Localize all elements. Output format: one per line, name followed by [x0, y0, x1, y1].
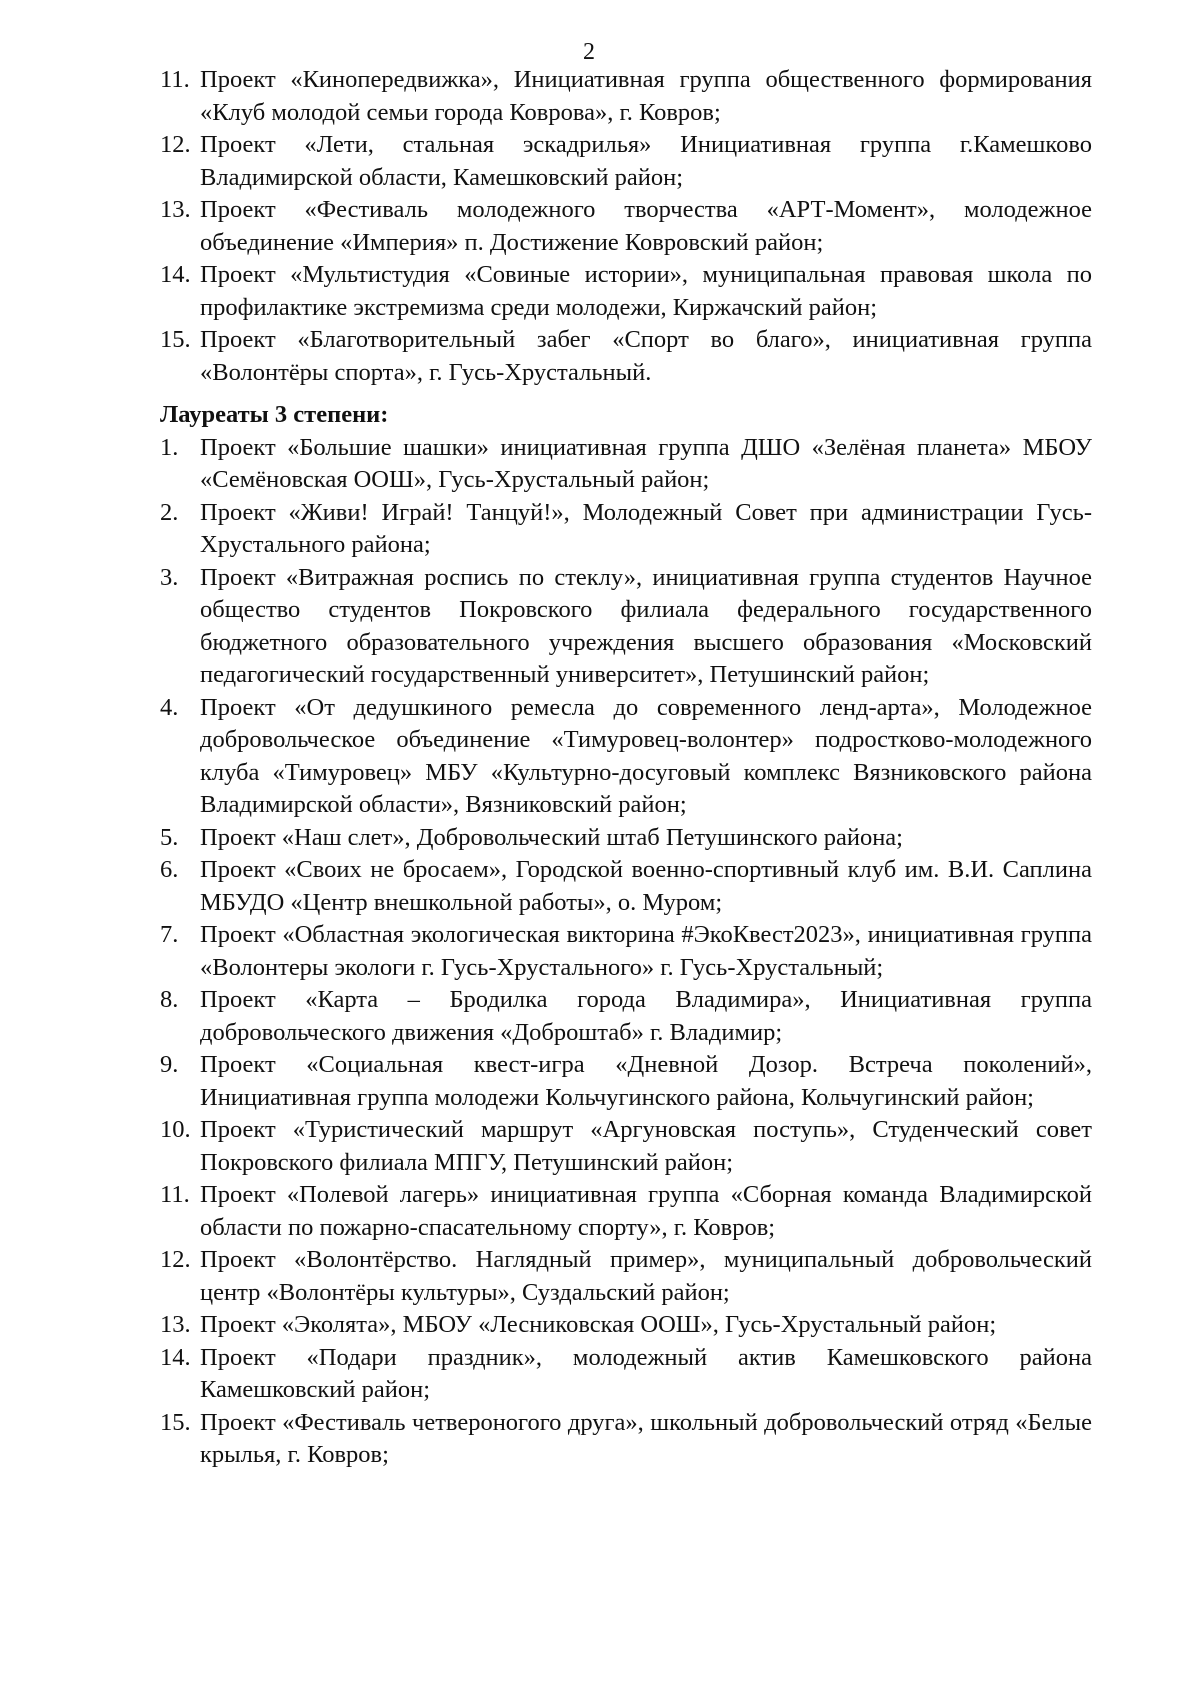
list-item-number: 10.	[160, 1116, 191, 1143]
list-item-text: Проект «Лети, стальная эскадрилья» Инициативная группа г.Камешково Владимирской области, Камешковский район;	[200, 131, 1092, 191]
laureates-section	[160, 399, 1092, 1472]
list-item-text: Проект «Подари праздник», молодежный актив Камешковского района Камешковский район;	[200, 1343, 1092, 1403]
list-item-text: Проект «Волонтёрство. Наглядный пример», муниципальный добровольческий центр «Волонтёры культуры», Суздальский район;	[200, 1246, 1092, 1306]
list-item-number: 13.	[160, 196, 191, 223]
list-item	[160, 854, 1092, 919]
list-item	[160, 324, 1092, 389]
list-item	[160, 64, 1092, 129]
list-item-number: 8.	[160, 986, 179, 1013]
list-item-number: 12.	[160, 1246, 191, 1273]
list-item-text: Проект «Фестиваль четвероногого друга», школьный добровольческий отряд «Белые крылья, г. Ковров;	[200, 1408, 1092, 1468]
list-item	[160, 1179, 1092, 1244]
list-item-text: Проект «Полевой лагерь» инициативная группа «Сборная команда Владимирской области по пожарно-спасательному спорту», г. Ковров;	[200, 1181, 1092, 1241]
list-item-text: Проект «Областная экологическая викторина #ЭкоКвест2023», инициативная группа «Волонтеры экологи г. Гусь-Хрустального» г. Гусь-Хрустальный;	[200, 921, 1092, 981]
list-item-text: Проект «Благотворительный забег «Спорт во благо», инициативная группа «Волонтёры спорта», г. Гусь-Хрустальный.	[200, 326, 1092, 386]
list-item	[160, 1407, 1092, 1472]
list-item-text: Проект «Своих не бросаем», Городской военно-спортивный клуб им. В.И. Саплина МБУДО «Центр внешкольной работы», о. Муром;	[200, 856, 1092, 916]
list-item	[160, 1049, 1092, 1114]
list-item-number: 15.	[160, 1408, 191, 1436]
list-item	[160, 259, 1092, 324]
top-list	[160, 64, 1092, 389]
list-item-number: 4.	[160, 693, 179, 721]
list-item	[160, 919, 1092, 984]
list-item-number: 7.	[160, 921, 179, 948]
list-item-number: 13.	[160, 1311, 191, 1338]
list-item-number: 5.	[160, 823, 179, 851]
list-item-number: 15.	[160, 326, 191, 353]
list-item-text: Проект «Живи! Играй! Танцуй!», Молодежный Совет при администрации Гусь-Хрустального района;	[200, 498, 1092, 558]
list-item-number: 11.	[160, 66, 190, 93]
section-heading: Лауреаты 3 степени:	[160, 401, 389, 428]
list-item-text: Проект «Кинопередвижка», Инициативная группа общественного формирования «Клуб молодой семьи города Коврова», г. Ковров;	[200, 66, 1092, 126]
list-item	[160, 1342, 1092, 1407]
list-item	[160, 432, 1092, 497]
list-item-text: Проект «Витражная роспись по стеклу», инициативная группа студентов Научное общество студентов Покровского филиала федерального государственного бюджетного образовательного учреждения высшего образования «Московский педагогический государственный университет», Петушинский район;	[200, 563, 1092, 688]
list-item	[160, 1114, 1092, 1179]
page-number: 2	[583, 39, 595, 65]
list-item-number: 2.	[160, 498, 179, 526]
list-item-number: 11.	[160, 1181, 190, 1208]
list-item	[160, 194, 1092, 259]
list-item-text: Проект «Фестиваль молодежного творчества «АРТ-Момент», молодежное объединение «Империя» п. Достижение Ковровский район;	[200, 196, 1092, 256]
list-item	[160, 692, 1092, 822]
list-item-text: Проект «Эколята», МБОУ «Лесниковская ООШ», Гусь-Хрустальный район;	[200, 1311, 997, 1338]
list-item-text: Проект «Наш слет», Добровольческий штаб Петушинского района;	[200, 823, 903, 851]
list-item	[160, 984, 1092, 1049]
list-item-number: 14.	[160, 261, 191, 288]
list-item	[160, 1309, 1092, 1342]
list-item-number: 3.	[160, 563, 179, 591]
list-item-text: Проект «Мультистудия «Совиные истории», муниципальная правовая школа по профилактике экстремизма среди молодежи, Киржачский район;	[200, 261, 1092, 321]
list-item-text: Проект «От дедушкиного ремесла до современного ленд-арта», Молодежное добровольческое объединение «Тимуровец-волонтер» подростково-молодежного клуба «Тимуровец» МБУ «Культурно-досуговый комплекс Вязниковского района Владимирской области», Вязниковский район;	[200, 693, 1092, 818]
list-item-text: Проект «Большие шашки» инициативная группа ДШО «Зелёная планета» МБОУ «Семёновская ООШ», Гусь-Хрустальный район;	[200, 433, 1092, 493]
list-item	[160, 497, 1092, 562]
list-item-number: 1.	[160, 433, 179, 461]
list-item-number: 9.	[160, 1051, 179, 1078]
list-item-text: Проект «Карта – Бродилка города Владимира», Инициативная группа добровольческого движения «Доброштаб» г. Владимир;	[200, 986, 1092, 1046]
list-item-number: 14.	[160, 1343, 191, 1371]
list-item-text: Проект «Туристический маршрут «Аргуновская поступь», Студенческий совет Покровского филиала МПГУ, Петушинский район;	[200, 1116, 1092, 1176]
list-item	[160, 562, 1092, 692]
list-item	[160, 1244, 1092, 1309]
list-item-number: 12.	[160, 131, 191, 158]
list-item	[160, 822, 1092, 855]
list-item-number: 6.	[160, 856, 179, 883]
list-item-text: Проект «Социальная квест-игра «Дневной Дозор. Встреча поколений», Инициативная группа молодежи Кольчугинского района, Кольчугинский район;	[200, 1051, 1092, 1111]
list-item	[160, 129, 1092, 194]
